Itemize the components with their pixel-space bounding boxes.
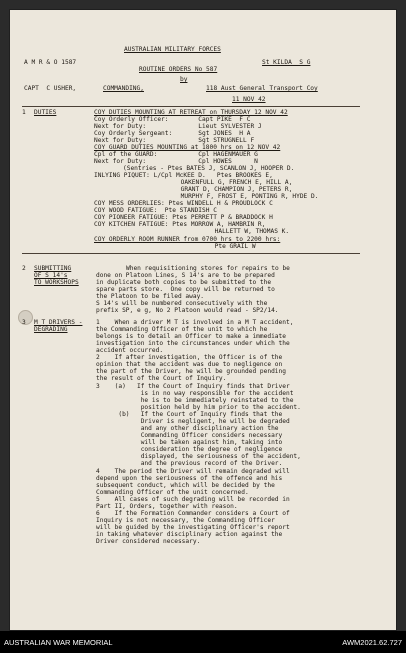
- section-1-title: DUTIES: [34, 109, 57, 116]
- commanding-officer: CAPT C USHER,: [24, 85, 77, 92]
- paragraph-line: belongs is to detail an Officer to make a immediate: [96, 333, 286, 340]
- paragraph-line: he is to be immediately reinstated to the: [96, 397, 294, 404]
- section-3-title: DEGRADING: [34, 326, 68, 333]
- reference-number: A M R & O 1587: [24, 59, 77, 66]
- footer-accession-number: AWM2021.62.727: [342, 638, 402, 647]
- duty-line: Coy Orderly Officer: Capt PIKE F C: [94, 116, 251, 123]
- duty-line: COY GUARD DUTIES MOUNTING at 1800 hrs on 12 NOV 42: [94, 144, 281, 151]
- duty-line: GRANT D, CHAMPION J, PETERS R,: [162, 186, 293, 193]
- paragraph-line: 1 When a driver M T is involved in a M T accident,: [96, 319, 294, 326]
- order-date: 11 NOV 42: [232, 96, 266, 103]
- section-2-number: 2: [22, 265, 26, 272]
- paragraph-line: 3 (a) If the Court of Inquiry finds that Driver: [96, 383, 290, 390]
- duty-line: Next for Duty: Sgt STRUGNELL F: [94, 137, 255, 144]
- section-2-title: OF S 14's: [34, 272, 68, 279]
- paragraph-line: 2 If after investigation, the Officer is of the: [96, 354, 283, 361]
- duty-line: (Sentries - Ptes BATES J, SCANLON J, HOOPER D.: [123, 165, 295, 172]
- duty-line: Coy Orderly Sergeant: Sgt JONES H A: [94, 130, 251, 137]
- duty-line: HALLETT W, THOMAS K.: [196, 228, 290, 235]
- forces-heading: AUSTRALIAN MILITARY FORCES: [124, 46, 221, 53]
- paragraph-line: the part of the Driver, he will be grounded pending: [96, 368, 286, 375]
- unit-name: 118 Aust General Transport Coy: [206, 85, 318, 92]
- paragraph-line: in duplicate both copies to be submitted to the: [96, 279, 272, 286]
- paragraph-line: 4 The period the Driver will remain degraded will: [96, 468, 290, 475]
- duty-line: COY MESS ORDERLIES: Ptes WINDELL H & PROUDLOCK C: [94, 200, 273, 207]
- duty-line: INLYING PIQUET: L/Cpl McKEE D. Ptes BROOKES E,: [94, 172, 273, 179]
- paragraph-line: depend upon the seriousness of the offence and his: [96, 475, 283, 482]
- paragraph-line: consideration the degree of negligence: [96, 446, 283, 453]
- section-2-title: SUBMITTING: [34, 265, 72, 272]
- paragraph-line: done on Platoon Lines, S 14's are to be prepared: [96, 272, 275, 279]
- header-rule: [22, 106, 360, 107]
- location: St KILDA S G: [262, 59, 311, 66]
- paragraph-line: spare parts store. One copy will be returned to: [96, 286, 275, 293]
- duty-line: Pte GRAIL W: [196, 243, 256, 250]
- section-3-title: M T DRIVERS -: [34, 319, 83, 326]
- paragraph-line: and any other disciplinary action the: [96, 425, 279, 432]
- section-1-number: 1: [22, 109, 26, 116]
- paragraph-line: Commanding Officer of the unit concerned.: [96, 489, 249, 496]
- section-2-title: TO WORKSHOPS: [34, 279, 79, 286]
- paragraph-line: When requisitioning stores for repairs to be: [126, 265, 290, 272]
- duty-line: COY KITCHEN FATIGUE: Ptes MORROW A, HAMBRIN R,: [94, 221, 266, 228]
- paragraph-line: opinion that the accident was due to negligence on: [96, 361, 283, 368]
- section-rule: [22, 253, 360, 254]
- duty-line: Cpl of the GUARD: Cpl HAGENMAUER G: [94, 151, 258, 158]
- paragraph-line: Part II, Orders, together with reason.: [96, 503, 238, 510]
- paragraph-line: 6 If the Formation Commander considers a Court of: [96, 510, 290, 517]
- orders-title: ROUTINE ORDERS No 587: [139, 66, 218, 73]
- duty-line: COY WOOD FATIGUE: Pte STANDISH C: [94, 207, 217, 214]
- paragraph-line: 5 All cases of such degrading will be recorded in: [96, 496, 290, 503]
- paragraph-line: Driver considered necessary.: [96, 538, 201, 545]
- duty-line: Next for Duty: Cpl HOWES N: [94, 158, 258, 165]
- paragraph-line: will be taken against him, taking into: [96, 439, 283, 446]
- document-page: [10, 10, 396, 630]
- paragraph-line: investigation into the circumstances under which the: [96, 340, 290, 347]
- section-3-number: 3: [22, 319, 26, 326]
- paragraph-line: position held by him prior to the accident.: [96, 404, 301, 411]
- paragraph-line: (b) If the Court of Inquiry finds that the: [96, 411, 283, 418]
- paragraph-line: prefix SP, e g, No 2 Platoon would read - SP2/14.: [96, 307, 279, 314]
- duty-line: COY PIONEER FATIGUE: Ptes PERRETT P & BRADDOCK H: [94, 214, 273, 221]
- duty-line: OAKENFULL G, FRENCH E, HILL A,: [162, 179, 293, 186]
- paragraph-line: will be guided by the investigating Officer's report: [96, 524, 290, 531]
- duty-line: COY DUTIES MOUNTING AT RETREAT on THURSDAY 12 NOV 42: [94, 109, 288, 116]
- duty-line: COY ORDERLY ROOM RUNNER from 0700 hrs to 2200 hrs:: [94, 236, 281, 243]
- paragraph-line: in taking whatever disciplinary action against the: [96, 531, 283, 538]
- paragraph-line: subsequent conduct, which will be decided by the: [96, 482, 275, 489]
- paragraph-line: is in no way responsible for the accident: [96, 390, 294, 397]
- paragraph-line: Inquiry is not necessary, the Commanding Officer: [96, 517, 275, 524]
- duty-line: Next for Duty: Lieut SYLVESTER J: [94, 123, 262, 130]
- paragraph-line: the result of the Court of Inquiry.: [96, 375, 227, 382]
- paragraph-line: Commanding Officer considers necessary: [96, 432, 283, 439]
- by-word: by: [180, 76, 188, 83]
- paragraph-line: S 14's will be numbered consecutively with the: [96, 300, 268, 307]
- paragraph-line: and the previous record of the Driver.: [96, 460, 283, 467]
- paragraph-line: displayed, the seriousness of the accident,: [96, 453, 301, 460]
- paragraph-line: the Platoon to be filed away.: [96, 293, 205, 300]
- commanding-label: COMMANDING,: [103, 85, 144, 92]
- paragraph-line: the Commanding Officer of the unit to which he: [96, 326, 268, 333]
- footer-institution: AUSTRALIAN WAR MEMORIAL: [4, 638, 113, 647]
- duty-line: MURPHY F, FROST E, PONTING R, HYDE D.: [162, 193, 319, 200]
- paragraph-line: Driver is negligent, he will be degraded: [96, 418, 290, 425]
- paragraph-line: accident occurred.: [96, 347, 164, 354]
- archive-footer: [0, 631, 406, 653]
